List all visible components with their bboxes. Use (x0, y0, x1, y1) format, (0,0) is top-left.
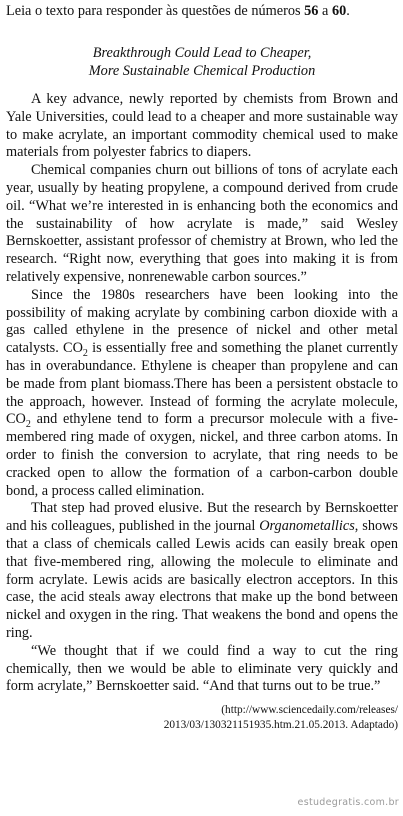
source-line-2: 2013/03/130321151935.htm.21.05.2013. Adaptado) (163, 719, 398, 732)
article-paragraph (6, 643, 398, 696)
source-line-1: (http://www.sciencedaily.com/releases/ (221, 704, 398, 717)
text-run: is essentially free and something the planet currently has in overabundance. Ethylene is cheaper than propylene and can be made from plant biomass.There has been a persistent obstacle to the approach, however. Instead of forming the acrylate molecule, CO (6, 340, 398, 428)
article-title-line-1: Breakthrough Could Lead to Cheaper, (92, 45, 312, 61)
article-paragraph (6, 162, 398, 287)
instruction-suffix: . (346, 3, 350, 19)
article-paragraph (6, 500, 398, 642)
text-run: “We thought that if we could find a way to cut the ring chemically, then we would be able to eliminate very quickly and form acrylate,” Bernskoetter said. “And that turns out to be true.” (6, 642, 398, 695)
subscript: 2 (25, 419, 31, 431)
watermark: estudegratis.com.br (297, 797, 399, 808)
question-number-start: 56 (304, 3, 319, 19)
document-page (6, 0, 398, 733)
article-body (6, 91, 398, 696)
article-title (6, 44, 398, 80)
text-run: That step had proved elusive. But the research by Bernskoetter and his colleagues, published in the journal (6, 500, 398, 535)
subscript: 2 (82, 348, 88, 360)
question-number-end: 60 (331, 3, 347, 19)
article-paragraph (6, 91, 398, 162)
instruction-conjunction: a (318, 3, 332, 19)
article-paragraph (6, 287, 398, 501)
text-run: and ethylene tend to form a precursor molecule with a five-membered ring made of oxygen, nickel, and three carbon atoms. In order to finish the conversion to acrylate, that ring needs to be cracked open to allow the formation of a carbon-carbon double bond, a process called elimination. (6, 411, 398, 499)
text-run: , shows that a class of chemicals called Lewis acids can easily break open that five-membered ring, allowing the molecule to eliminate and form acrylate. Lewis acids are basically electron acceptors. In this case, the acid steals away electrons that make up the bond between nickel and oxygen in the ring. That weakens the bond and opens the ring. (6, 518, 399, 641)
text-run: A key advance, newly reported by chemists from Brown and Yale Universities, could lead to a cheaper and more sustainable way to make acrylate, an important commodity chemical used to make materials from polyester fabrics to diapers. (6, 91, 398, 161)
article-title-line-2: More Sustainable Chemical Production (88, 63, 316, 79)
source-citation (6, 703, 398, 733)
journal-name: Organometallics (259, 518, 355, 535)
text-run: Since the 1980s researchers have been looking into the possibility of making acrylate by combining carbon dioxide with a gas called ethylene in the presence of nickel and other metal catalysts. CO (6, 286, 398, 357)
instruction-prefix: Leia o texto para responder às questões de números (6, 3, 305, 19)
text-run: Chemical companies churn out billions of tons of acrylate each year, usually by heating propylene, a compound derived from crude oil. “What we’re interested in is enhancing both the economics and the sustainability of how acrylate is made,” said Wesley Bernskoetter, assistant professor of chemistry at Brown, who led the research. “Right now, everything that goes into making it is from relatively expensive, nonrenewable carbon sources.” (6, 162, 398, 285)
instruction-text (6, 2, 398, 20)
